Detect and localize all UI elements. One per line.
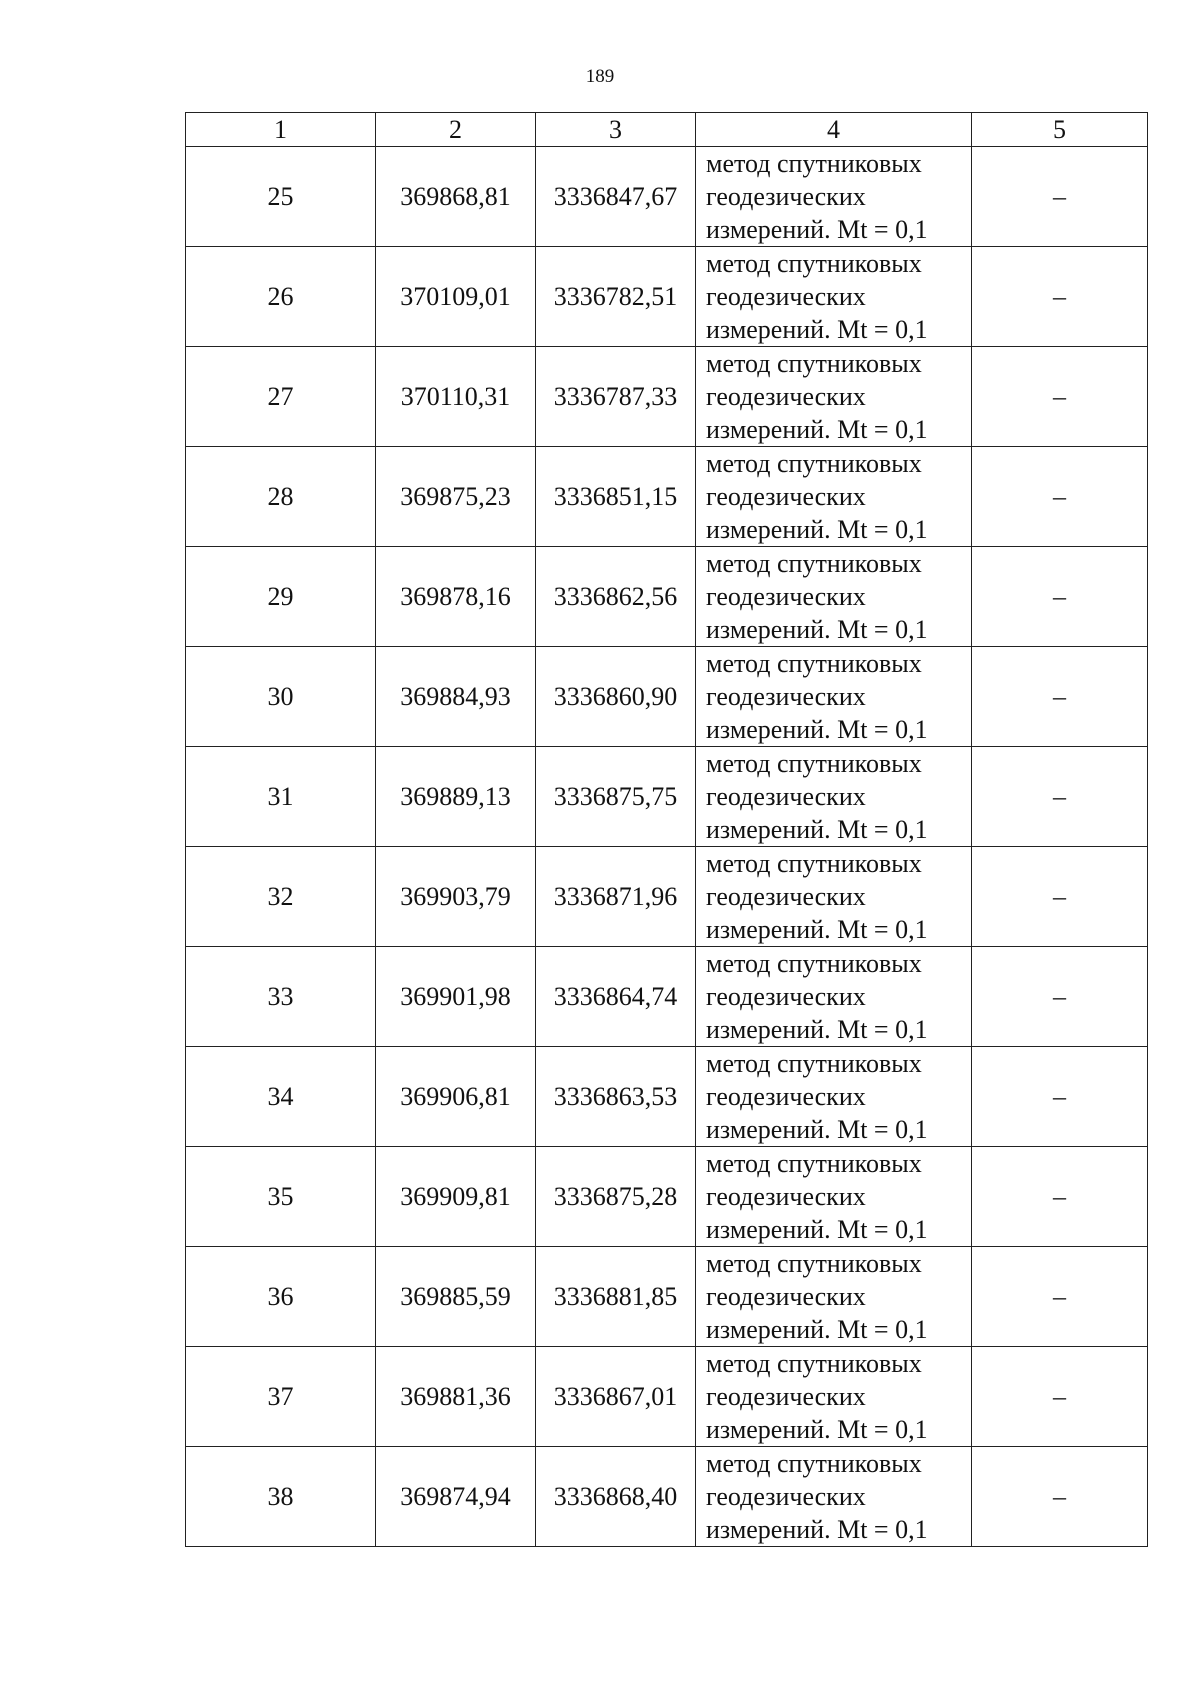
note-cell: – (972, 1247, 1148, 1347)
point-number-cell: 27 (186, 347, 376, 447)
method-line: измерений. Mt = 0,1 (706, 815, 928, 844)
x-coordinate-cell: 369878,16 (376, 547, 536, 647)
point-number-cell: 36 (186, 1247, 376, 1347)
y-coordinate-cell: 3336787,33 (536, 347, 696, 447)
point-number-cell: 25 (186, 147, 376, 247)
note-cell: – (972, 247, 1148, 347)
method-cell (696, 447, 972, 547)
note-cell: – (972, 747, 1148, 847)
point-number-cell: 29 (186, 547, 376, 647)
method-line: измерений. Mt = 0,1 (706, 1515, 928, 1544)
table-row (186, 547, 1148, 647)
note-cell: – (972, 347, 1148, 447)
method-cell (696, 747, 972, 847)
method-line: измерений. Mt = 0,1 (706, 315, 928, 344)
method-line: геодезических (706, 1282, 866, 1311)
y-coordinate-cell: 3336864,74 (536, 947, 696, 1047)
note-cell: – (972, 1447, 1148, 1547)
method-line: метод спутниковых (706, 249, 922, 278)
method-cell (696, 347, 972, 447)
point-number-cell: 32 (186, 847, 376, 947)
note-cell: – (972, 447, 1148, 547)
method-line: метод спутниковых (706, 1149, 922, 1178)
x-coordinate-cell: 369868,81 (376, 147, 536, 247)
table-row (186, 747, 1148, 847)
point-number-cell: 35 (186, 1147, 376, 1247)
y-coordinate-cell: 3336867,01 (536, 1347, 696, 1447)
x-coordinate-cell: 369906,81 (376, 1047, 536, 1147)
table-body (186, 147, 1148, 1547)
method-cell (696, 1447, 972, 1547)
table-row (186, 947, 1148, 1047)
header-cell: 3 (536, 113, 696, 147)
method-line: метод спутниковых (706, 1249, 922, 1278)
method-line: метод спутниковых (706, 1049, 922, 1078)
point-number-cell: 30 (186, 647, 376, 747)
point-number-cell: 33 (186, 947, 376, 1047)
note-cell: – (972, 847, 1148, 947)
note-cell: – (972, 647, 1148, 747)
method-line: измерений. Mt = 0,1 (706, 915, 928, 944)
table-row (186, 1147, 1148, 1247)
y-coordinate-cell: 3336860,90 (536, 647, 696, 747)
header-cell: 5 (972, 113, 1148, 147)
y-coordinate-cell: 3336863,53 (536, 1047, 696, 1147)
method-line: измерений. Mt = 0,1 (706, 1015, 928, 1044)
x-coordinate-cell: 369881,36 (376, 1347, 536, 1447)
y-coordinate-cell: 3336875,75 (536, 747, 696, 847)
y-coordinate-cell: 3336851,15 (536, 447, 696, 547)
x-coordinate-cell: 369909,81 (376, 1147, 536, 1247)
x-coordinate-cell: 369903,79 (376, 847, 536, 947)
header-cell: 4 (696, 113, 972, 147)
note-cell: – (972, 1047, 1148, 1147)
method-line: геодезических (706, 1182, 866, 1211)
method-line: метод спутниковых (706, 749, 922, 778)
y-coordinate-cell: 3336875,28 (536, 1147, 696, 1247)
method-line: метод спутниковых (706, 949, 922, 978)
method-line: геодезических (706, 182, 866, 211)
point-number-cell: 28 (186, 447, 376, 547)
method-line: измерений. Mt = 0,1 (706, 1315, 928, 1344)
table-row (186, 1247, 1148, 1347)
method-line: измерений. Mt = 0,1 (706, 1215, 928, 1244)
x-coordinate-cell: 369901,98 (376, 947, 536, 1047)
method-line: измерений. Mt = 0,1 (706, 215, 928, 244)
note-cell: – (972, 1147, 1148, 1247)
note-cell: – (972, 947, 1148, 1047)
method-line: измерений. Mt = 0,1 (706, 715, 928, 744)
point-number-cell: 38 (186, 1447, 376, 1547)
method-line: геодезических (706, 282, 866, 311)
method-cell (696, 147, 972, 247)
method-line: метод спутниковых (706, 649, 922, 678)
table-header-row (186, 113, 1148, 147)
x-coordinate-cell: 369875,23 (376, 447, 536, 547)
table-row (186, 1347, 1148, 1447)
y-coordinate-cell: 3336871,96 (536, 847, 696, 947)
method-cell (696, 1147, 972, 1247)
method-line: метод спутниковых (706, 149, 922, 178)
method-line: метод спутниковых (706, 549, 922, 578)
note-cell: – (972, 147, 1148, 247)
table-row (186, 247, 1148, 347)
method-line: геодезических (706, 982, 866, 1011)
method-cell (696, 1047, 972, 1147)
method-cell (696, 1247, 972, 1347)
method-line: измерений. Mt = 0,1 (706, 1115, 928, 1144)
method-line: геодезических (706, 882, 866, 911)
x-coordinate-cell: 369884,93 (376, 647, 536, 747)
method-cell (696, 647, 972, 747)
coordinates-table (185, 112, 1148, 1547)
header-cell: 1 (186, 113, 376, 147)
method-line: измерений. Mt = 0,1 (706, 415, 928, 444)
y-coordinate-cell: 3336862,56 (536, 547, 696, 647)
y-coordinate-cell: 3336868,40 (536, 1447, 696, 1547)
table-row (186, 847, 1148, 947)
method-line: геодезических (706, 1482, 866, 1511)
x-coordinate-cell: 370110,31 (376, 347, 536, 447)
note-cell: – (972, 1347, 1148, 1447)
method-line: геодезических (706, 682, 866, 711)
table-row (186, 147, 1148, 247)
method-line: геодезических (706, 1082, 866, 1111)
x-coordinate-cell: 369874,94 (376, 1447, 536, 1547)
method-line: измерений. Mt = 0,1 (706, 615, 928, 644)
method-cell (696, 1347, 972, 1447)
point-number-cell: 34 (186, 1047, 376, 1147)
table-row (186, 1047, 1148, 1147)
method-line: метод спутниковых (706, 1449, 922, 1478)
method-cell (696, 947, 972, 1047)
header-cell: 2 (376, 113, 536, 147)
table-row (186, 347, 1148, 447)
table-row (186, 447, 1148, 547)
method-line: метод спутниковых (706, 849, 922, 878)
method-line: измерений. Mt = 0,1 (706, 1415, 928, 1444)
x-coordinate-cell: 369889,13 (376, 747, 536, 847)
y-coordinate-cell: 3336847,67 (536, 147, 696, 247)
method-line: геодезических (706, 582, 866, 611)
method-line: метод спутниковых (706, 349, 922, 378)
note-cell: – (972, 547, 1148, 647)
method-cell (696, 247, 972, 347)
method-cell (696, 547, 972, 647)
point-number-cell: 31 (186, 747, 376, 847)
method-line: метод спутниковых (706, 1349, 922, 1378)
point-number-cell: 26 (186, 247, 376, 347)
x-coordinate-cell: 369885,59 (376, 1247, 536, 1347)
y-coordinate-cell: 3336881,85 (536, 1247, 696, 1347)
method-line: геодезических (706, 482, 866, 511)
x-coordinate-cell: 370109,01 (376, 247, 536, 347)
method-line: геодезических (706, 782, 866, 811)
method-cell (696, 847, 972, 947)
table-row (186, 647, 1148, 747)
table-row (186, 1447, 1148, 1547)
method-line: метод спутниковых (706, 449, 922, 478)
method-line: измерений. Mt = 0,1 (706, 515, 928, 544)
method-line: геодезических (706, 1382, 866, 1411)
page-number: 189 (585, 66, 615, 87)
y-coordinate-cell: 3336782,51 (536, 247, 696, 347)
point-number-cell: 37 (186, 1347, 376, 1447)
method-line: геодезических (706, 382, 866, 411)
